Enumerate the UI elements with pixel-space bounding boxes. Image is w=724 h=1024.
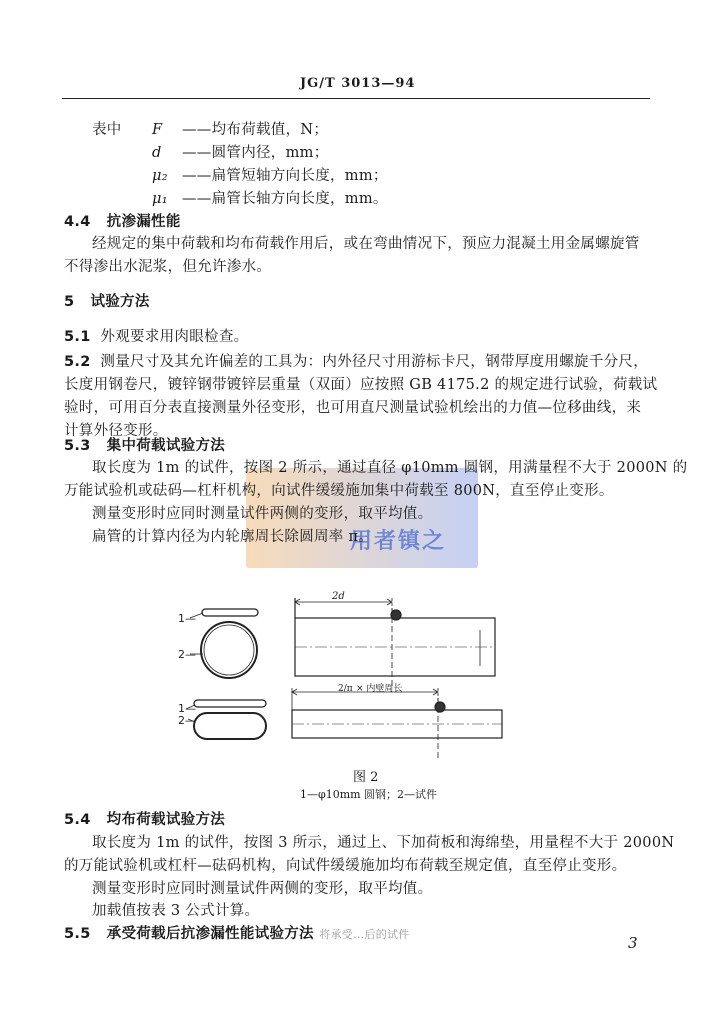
dim-top-label: 2d [332,591,345,602]
note-item-mu2: μ₂ ——扁管短轴方向长度，mm； [152,168,388,184]
dim-bottom-text: × 内壁周长 [356,684,403,694]
section-5-4-line2: 的万能试验机或杠杆—砝码机构，向试件缓缓施加均布荷载至规定值，直至停止变形。 [64,858,627,874]
section-5-3-line1: 取长度为 1m 的试件，按图 2 所示，通过直径 φ10mm 圆钢，用满量程不大于 2000N 的 [92,460,688,476]
section-5-3-heading: 5.3 集中荷载试验方法 [64,438,226,454]
round-tube-side-view [295,598,495,688]
flat-tube-side-view [292,688,502,758]
section-5-4-line3: 测量变形时应同时测量试件两侧的变形，取平均值。 [92,881,433,897]
section-5-2-line1: 5.2 测量尺寸及其允许偏差的工具为：内外径尺寸用游标卡尺，钢带厚度用螺旋千分尺， [64,354,649,370]
flat-tube-oval [194,713,266,739]
note-item-d: d ——圆管内径，mm； [152,145,329,161]
dim-bottom-frac: 2/π [338,684,353,694]
note-item-mu1: μ₁ ——扁管长轴方向长度，mm。 [152,191,388,207]
section-5-4-line4: 加载值按表 3 公式计算。 [92,903,260,919]
figure-2-title: 图 2 [353,770,379,785]
section-4-4-body-line1: 经规定的集中荷载和均布荷载作用后，或在弯曲情况下，预应力混凝土用金属螺旋管 [92,236,640,252]
section-5-5-faint-tail: 将承受…后的试件 [319,928,410,941]
fig-label-2: 2— [178,648,196,661]
standard-code-header: JG/T 3013—94 [300,76,416,91]
section-4-4-heading: 4.4 抗渗漏性能 [64,214,181,230]
steel-bar-top-flat [194,700,266,707]
section-5-heading: 5 试验方法 [64,294,150,310]
section-5-3-line3: 测量变形时应同时测量试件两侧的变形，取平均值。 [92,506,433,522]
round-tube-section [190,609,258,678]
watermark-text: 用者镇之 [350,529,447,554]
section-5-2-line3: 验时，可用百分表直接测量外径变形，也可用直尺测量试验机绘出的力值—位移曲线，来 [64,400,642,416]
note-item-F: F ——均布荷载值，N； [152,122,329,138]
section-5-5-heading: 5.5 承受荷载后抗渗漏性能试验方法 将承受…后的试件 [64,926,410,942]
flat-tube-section [186,700,266,739]
section-5-3-line4: 扁管的计算内径为内轮廓周长除圆周率 π。 [92,529,374,545]
section-5-3-line2: 万能试验机或砝码—杠杆机构，向试件缓缓施加集中荷载至 800N，直至停止变形。 [64,483,614,499]
fig-label-1: 1— [178,612,196,625]
section-4-4-body-line2: 不得渗出水泥浆，但允许渗水。 [64,259,272,275]
section-5-4-line1: 取长度为 1m 的试件，按图 3 所示，通过上、下加荷板和海绵垫，用量程不大于 2000N [92,835,675,851]
steel-bar-contact-flat [435,702,445,712]
figure-2-caption: 1—φ10mm 圆钢；2—试件 [300,788,438,801]
fig-label-2b: 2— [178,714,196,727]
figure-2-diagram [170,588,530,800]
section-5-1: 5.1 外观要求用肉眼检查。 [64,329,249,345]
page-number: 3 [628,934,638,952]
steel-bar-top-round [202,609,258,616]
header-rule [62,98,650,99]
fig-label-1b: 1— [178,702,196,715]
round-tube-circle [201,622,257,678]
section-5-2-line2: 长度用钢卷尺，镀锌钢带镀锌层重量（双面）应按照 GB 4175.2 的规定进行试验，荷载试 [64,377,658,393]
section-5-2-line4: 计算外径变形。 [64,423,168,439]
section-5-4-heading: 5.4 均布荷载试验方法 [64,812,226,828]
steel-bar-contact-round [391,610,401,620]
table-note-label: 表中 [92,122,122,138]
